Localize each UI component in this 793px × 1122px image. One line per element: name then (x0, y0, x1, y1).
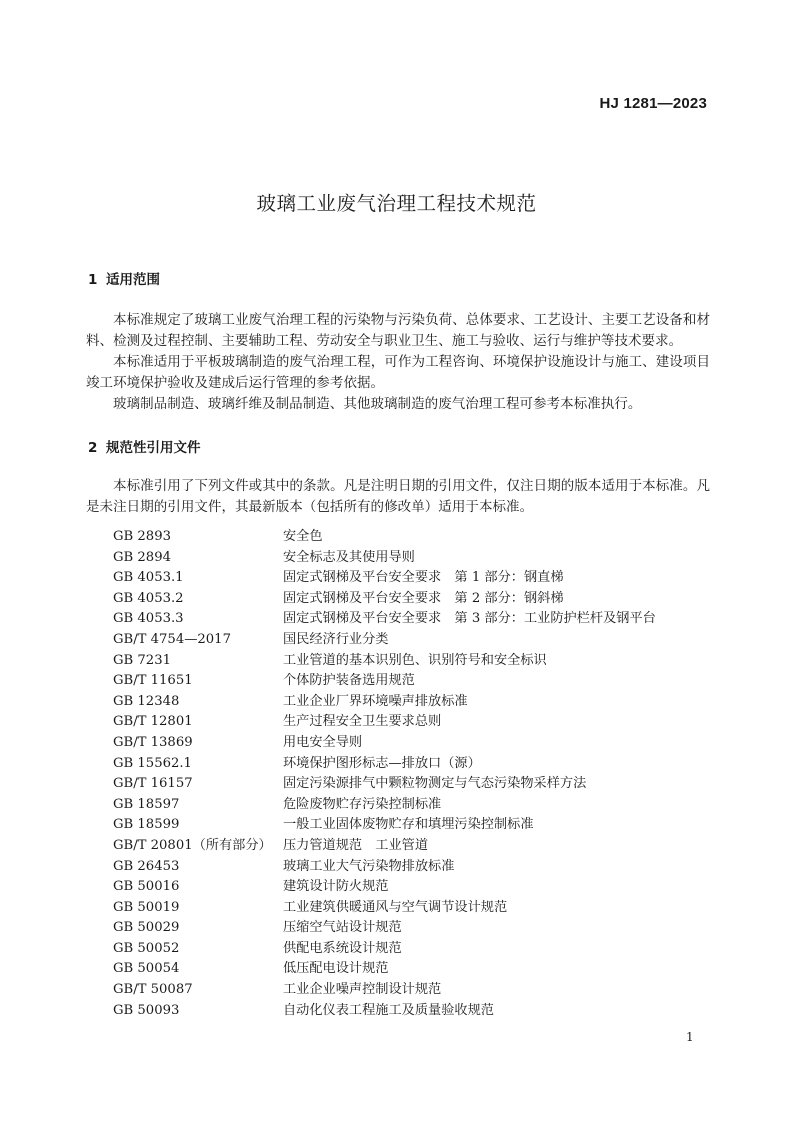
reference-code: GB/T 11651 (113, 673, 193, 689)
section-2-number: 2 (88, 440, 98, 456)
reference-row (113, 548, 713, 569)
reference-code: GB 18597 (113, 796, 180, 812)
reference-code: GB 2894 (113, 549, 171, 565)
reference-title: 国民经济行业分类 (283, 631, 389, 647)
reference-row (113, 898, 713, 919)
reference-row (113, 568, 713, 589)
reference-row (113, 918, 713, 939)
reference-code: GB 50029 (113, 920, 180, 936)
reference-row (113, 959, 713, 980)
standard-code: HJ 1281—2023 (599, 95, 707, 112)
reference-code: GB/T 20801（所有部分） (113, 837, 272, 853)
reference-code: GB 7231 (113, 652, 171, 668)
reference-title: 压缩空气站设计规范 (283, 920, 402, 936)
reference-code: GB 4053.1 (113, 570, 184, 586)
reference-title: 工业建筑供暖通风与空气调节设计规范 (283, 899, 508, 915)
reference-title: 玻璃工业大气污染物排放标准 (283, 858, 455, 874)
reference-code: GB/T 12801 (113, 714, 193, 730)
document-title: 玻璃工业废气治理工程技术规范 (256, 192, 537, 215)
reference-title: 固定式钢梯及平台安全要求 第 1 部分：钢直梯 (283, 570, 564, 586)
reference-title: 固定污染源排气中颗粒物测定与气态污染物采样方法 (283, 776, 587, 792)
reference-row (113, 877, 713, 898)
reference-title: 供配电系统设计规范 (283, 940, 402, 956)
reference-code: GB/T 13869 (113, 734, 193, 750)
reference-title: 工业管道的基本识别色、识别符号和安全标识 (283, 652, 547, 668)
reference-code: GB/T 16157 (113, 776, 193, 792)
reference-title: 压力管道规范 工业管道 (283, 837, 429, 853)
reference-title: 环境保护图形标志—排放口（源） (283, 755, 481, 771)
reference-title: 一般工业固体废物贮存和填埋污染控制标准 (283, 817, 534, 833)
reference-code: GB 2893 (113, 529, 171, 544)
reference-row (113, 609, 713, 630)
reference-code: GB 50016 (113, 879, 180, 895)
reference-code: GB 50054 (113, 961, 180, 977)
reference-row (113, 589, 713, 610)
reference-row (113, 712, 713, 733)
reference-code: GB 12348 (113, 693, 180, 709)
reference-row (113, 630, 713, 651)
reference-row (113, 754, 713, 775)
reference-list (113, 527, 713, 1021)
section-2-title: 规范性引用文件 (106, 440, 201, 456)
section-1-number: 1 (88, 272, 98, 288)
reference-title: 危险废物贮存污染控制标准 (283, 796, 442, 812)
reference-title: 安全色 (283, 529, 323, 544)
reference-row (113, 939, 713, 960)
section-2-intro: 本标准引用了下列文件或其中的条款。凡是注明日期的引用文件，仅注日期的版本适用于本标准。凡是未注日期的引用文件，其最新版本（包括所有的修改单）适用于本标准。 (86, 478, 710, 515)
reference-code: GB/T 50087 (113, 982, 193, 998)
reference-code: GB 26453 (113, 858, 180, 874)
reference-code: GB 15562.1 (113, 755, 192, 771)
reference-row (113, 857, 713, 878)
section-1-heading (88, 268, 160, 288)
reference-title: 固定式钢梯及平台安全要求 第 3 部分：工业防护栏杆及钢平台 (283, 611, 656, 627)
reference-row (113, 980, 713, 1001)
section-2-heading (88, 436, 201, 456)
reference-code: GB 18599 (113, 817, 180, 833)
reference-title: 生产过程安全卫生要求总则 (283, 714, 442, 730)
section-1-paragraph-3: 玻璃制品制造、玻璃纤维及制品制造、其他玻璃制造的废气治理工程可参考本标准执行。 (113, 396, 642, 412)
reference-title: 建筑设计防火规范 (283, 879, 389, 895)
reference-title: 工业企业厂界环境噪声排放标准 (283, 693, 468, 709)
reference-code: GB 50093 (113, 1002, 180, 1018)
section-1-paragraph-2: 本标准适用于平板玻璃制造的废气治理工程，可作为工程咨询、环境保护设施设计与施工、建设项目竣工环境保护验收及建成后运行管理的参考依据。 (86, 354, 710, 391)
reference-row (113, 774, 713, 795)
reference-row (113, 815, 713, 836)
reference-title: 固定式钢梯及平台安全要求 第 2 部分：钢斜梯 (283, 590, 564, 606)
reference-code: GB/T 4754—2017 (113, 631, 231, 647)
section-1-paragraph-1: 本标准规定了玻璃工业废气治理工程的污染物与污染负荷、总体要求、工艺设计、主要工艺设备和材料、检测及过程控制、主要辅助工程、劳动安全与职业卫生、施工与验收、运行与维护等技术要求。 (86, 312, 710, 349)
reference-row (113, 733, 713, 754)
reference-title: 个体防护装备选用规范 (283, 673, 415, 689)
reference-row (113, 692, 713, 713)
reference-code: GB 50052 (113, 940, 180, 956)
page-number: 1 (686, 1030, 694, 1044)
reference-row (113, 795, 713, 816)
reference-title: 低压配电设计规范 (283, 961, 389, 977)
reference-row (113, 527, 713, 548)
reference-code: GB 4053.3 (113, 611, 184, 627)
reference-row (113, 1001, 713, 1022)
section-1-title: 适用范围 (106, 272, 160, 288)
reference-row (113, 671, 713, 692)
reference-code: GB 4053.2 (113, 590, 184, 606)
reference-row (113, 651, 713, 672)
reference-title: 工业企业噪声控制设计规范 (283, 982, 442, 998)
reference-title: 安全标志及其使用导则 (283, 549, 415, 565)
reference-title: 用电安全导则 (283, 734, 363, 750)
reference-row (113, 836, 713, 857)
reference-code: GB 50019 (113, 899, 180, 915)
reference-title: 自动化仪表工程施工及质量验收规范 (283, 1002, 494, 1018)
